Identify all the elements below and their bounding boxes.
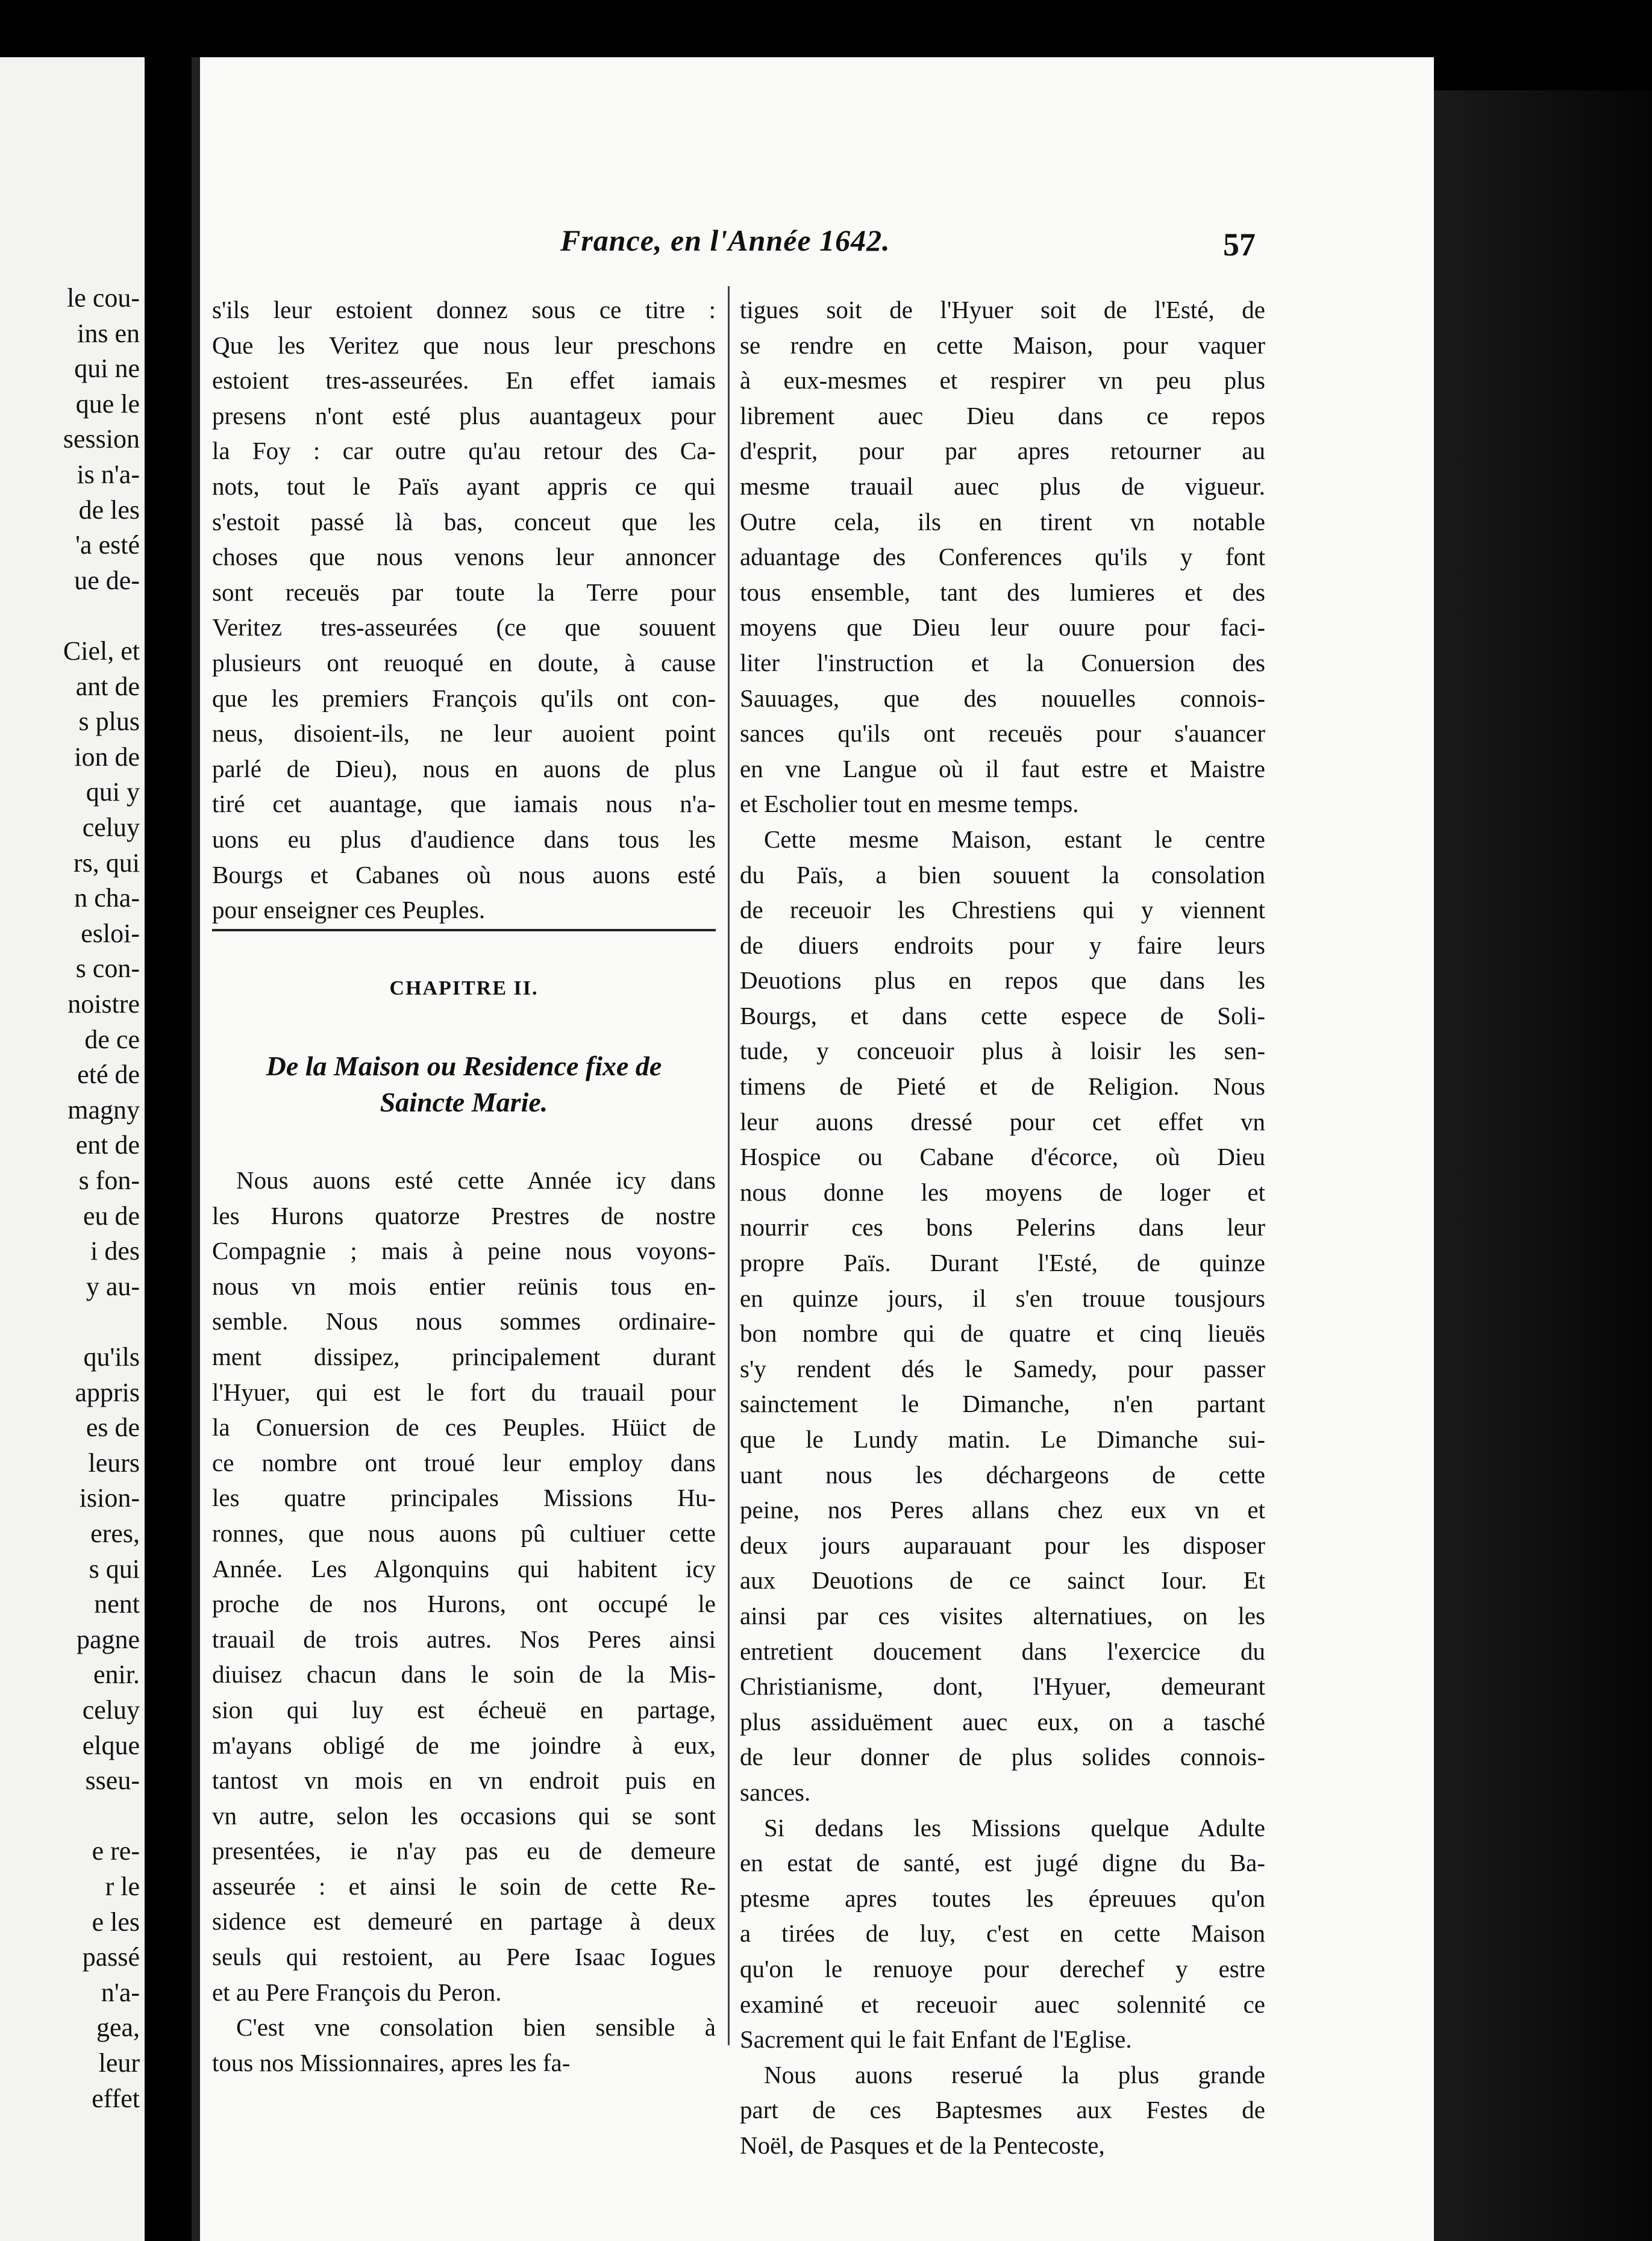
page-edge-shadow (1434, 90, 1652, 2241)
left-page-text-fragment: n cha- (74, 883, 140, 913)
text-line: ment dissipez, principalement durant (212, 1342, 716, 1371)
text-line: vn autre, selon les occasions qui se sont (212, 1801, 716, 1830)
text-line: presentées, ie n'ay pas eu de demeure (212, 1837, 716, 1865)
text-line: se rendre en cette Maison, pour vaquer (740, 331, 1265, 359)
text-line: et au Pere François du Peron. (212, 1978, 502, 2006)
text-line: proche de nos Hurons, ont occupé le (212, 1590, 716, 1618)
left-page-text-fragment: n'a- (101, 1977, 140, 2007)
text-line: Sacrement qui le fait Enfant de l'Eglise. (740, 2025, 1132, 2054)
text-line: Deuotions plus en repos que dans les (740, 966, 1265, 995)
text-line: de leur donner de plus solides connois- (740, 1743, 1265, 1771)
text-line: moyens que Dieu leur ouure pour faci- (740, 613, 1265, 642)
left-page-text-fragment: leurs (88, 1448, 140, 1478)
text-line: part de ces Baptesmes aux Festes de (740, 2096, 1265, 2124)
text-line: ptesme apres toutes les épreuues qu'on (740, 1884, 1265, 1912)
text-line: de receuoir les Chrestiens qui y viennent (740, 896, 1265, 924)
left-page-text-fragment: s plus (78, 707, 140, 737)
left-page-text-fragment: de ce (84, 1024, 140, 1054)
left-page-text-fragment: session (63, 424, 140, 454)
left-page-text-fragment: ent de (75, 1130, 140, 1160)
text-line: les Hurons quatorze Prestres de nostre (212, 1201, 716, 1230)
text-line: pour enseigner ces Peuples. (212, 896, 486, 924)
left-column-top (212, 292, 716, 928)
left-page-text-fragment: magny (67, 1095, 140, 1125)
chapter-title-line: Saincte Marie. (380, 1087, 548, 1117)
left-page-text-fragment: nent (94, 1589, 140, 1619)
text-line: Nous auons reserué la plus grande (764, 2060, 1265, 2089)
left-page-text-fragment: ue de- (74, 565, 140, 595)
left-page-text-fragment: s fon- (78, 1166, 140, 1195)
text-line: plusieurs ont reuoqué en doute, à cause (212, 648, 716, 677)
left-page-text-fragment: qui ne (74, 354, 140, 384)
text-line: qu'on le renuoye pour derechef y estre (740, 1954, 1265, 1983)
text-line: Que les Veritez que nous leur preschons (212, 331, 716, 359)
text-line: uons eu plus d'audience dans tous les (212, 825, 716, 853)
text-line: Bourgs et Cabanes où nous auons esté (212, 860, 716, 889)
column-divider (728, 286, 730, 2045)
text-line: Cette mesme Maison, estant le centre (764, 825, 1265, 853)
text-line: sidence est demeuré en partage à deux (212, 1907, 716, 1936)
text-line: presens n'ont esté plus auantageux pour (212, 401, 716, 430)
text-line: sont receuës par toute la Terre pour (212, 578, 716, 606)
text-line: Compagnie ; mais à peine nous voyons- (212, 1237, 716, 1265)
left-page-text-fragment: e re- (92, 1836, 140, 1866)
gutter-shadow (192, 57, 200, 2241)
left-page-text-fragment: qui y (86, 777, 140, 807)
text-line: tiré cet auantage, que iamais nous n'a- (212, 790, 716, 818)
left-page-text-fragment: elque (82, 1730, 140, 1760)
text-line: s'ils leur estoient donnez sous ce titre : (212, 296, 716, 323)
left-page-text-fragment: enir. (93, 1660, 140, 1690)
text-line: aux Deuotions de ce sainct Iour. Et (740, 1566, 1265, 1595)
text-line: tantost vn mois en vn endroit puis en (212, 1766, 716, 1795)
left-page-text-fragment: eres, (90, 1519, 140, 1548)
text-line: plus assiduëment auec eux, on a tasché (740, 1707, 1265, 1736)
text-line: la Conuersion de ces Peuples. Hüict de (212, 1413, 716, 1442)
chapter-heading: CHAPITRE II. (389, 977, 539, 999)
left-page-text-fragment: s con- (75, 954, 140, 984)
text-line: s'y rendent dés le Samedy, pour passer (740, 1354, 1265, 1383)
text-line: semble. Nous nous sommes ordinaire- (212, 1307, 716, 1336)
left-page-text-fragment: celuy (82, 813, 140, 842)
text-line: aduantage des Conferences qu'ils y font (740, 543, 1265, 571)
text-line: timens de Pieté et de Religion. Nous (740, 1072, 1265, 1101)
text-line: ainsi par ces visites alternatiues, on les (740, 1601, 1265, 1630)
text-line: la Foy : car outre qu'au retour des Ca- (212, 437, 716, 465)
text-line: en estat de santé, est jugé digne du Ba- (740, 1849, 1265, 1877)
text-line: Nous auons esté cette Année icy dans (236, 1166, 716, 1194)
text-line: en vne Langue où il faut estre et Maistre (740, 754, 1265, 783)
text-line: nous donne les moyens de loger et (740, 1178, 1265, 1206)
left-page-text-fragment: is n'a- (77, 460, 140, 489)
text-line: que le Lundy matin. Le Dimanche sui- (740, 1425, 1265, 1453)
text-line: que les premiers François qu'ils ont con- (212, 684, 716, 712)
text-line: tous nos Missionnaires, apres les fa- (212, 2048, 571, 2077)
text-line: mesme trauail auec plus de vigueur. (740, 472, 1265, 500)
left-page-text-fragment: i des (90, 1236, 140, 1266)
book-gutter (145, 57, 192, 2241)
left-column-bottom (212, 1163, 716, 2080)
text-line: choses que nous venons leur annoncer (212, 543, 716, 571)
left-page-text-fragment: noistre (67, 989, 140, 1019)
text-line: diuisez chacun dans le soin de la Mis- (212, 1660, 716, 1689)
text-line: Sauuages, que des nouuelles connois- (740, 684, 1265, 712)
text-line: seuls qui restoient, au Pere Isaac Iogues (212, 1943, 716, 1971)
left-page-text-fragment: qu'ils (83, 1342, 140, 1372)
text-line: Christianisme, dont, l'Hyuer, demeurant (740, 1672, 1265, 1701)
left-page-text-fragment: es de (86, 1413, 140, 1443)
text-line: nots, tout le Païs ayant appris ce qui (212, 472, 716, 500)
left-page-text-fragment: que le (75, 389, 140, 419)
left-page-text-fragment: ision- (79, 1483, 140, 1513)
left-page-text-fragment: sseu- (85, 1766, 140, 1796)
text-line: les quatre principales Missions Hu- (212, 1484, 716, 1512)
text-line: trauail de trois autres. Nos Peres ainsi (212, 1625, 716, 1653)
text-line: Noël, de Pasques et de la Pentecoste, (740, 2131, 1105, 2159)
text-line: sainctement le Dimanche, n'en partant (740, 1390, 1265, 1418)
text-line: asseurée : et ainsi le soin de cette Re- (212, 1872, 716, 1900)
left-page-text-fragment: Ciel, et (63, 636, 140, 666)
text-line: sances. (740, 1778, 811, 1806)
text-line: l'Hyuer, qui est le fort du trauail pour (212, 1378, 716, 1406)
left-page-text-fragment: le cou- (67, 283, 140, 313)
text-line: de diuers endroits pour y faire leurs (740, 931, 1265, 959)
left-page-text-fragment: celuy (82, 1695, 140, 1725)
left-page-text-fragment: pagne (76, 1624, 140, 1654)
left-page-text-fragment: ant de (75, 671, 140, 701)
text-line: propre Païs. Durant l'Esté, de quinze (740, 1249, 1265, 1277)
page-number: 57 (1223, 227, 1256, 263)
text-line: s'estoit passé là bas, conceut que les (212, 507, 716, 536)
text-line: en quinze jours, il s'en trouue tousjours (740, 1284, 1265, 1312)
text-line: Année. Les Algonquins qui habitent icy (212, 1554, 716, 1583)
text-line: et Escholier tout en mesme temps. (740, 790, 1079, 818)
running-head: France, en l'Année 1642. (560, 223, 890, 257)
text-line: tude, y conceuoir plus à loisir les sen- (740, 1037, 1265, 1065)
left-page-text-fragment: r le (105, 1872, 140, 1901)
left-page-text-fragment: passé (82, 1942, 140, 1972)
text-line: nourrir ces bons Pelerins dans leur (740, 1213, 1265, 1242)
left-page-text-fragment: appris (75, 1377, 140, 1407)
left-page-text-fragment: eu de (83, 1201, 140, 1231)
text-line: d'esprit, pour par apres retourner au (740, 437, 1265, 465)
text-line: peine, nos Peres allans chez eux vn et (740, 1496, 1265, 1524)
text-line: m'ayans obligé de me joindre à eux, (212, 1731, 716, 1759)
chapter-title (212, 1048, 716, 1120)
left-page-text-fragment: gea, (96, 2013, 140, 2043)
text-line: tigues soit de l'Hyuer soit de l'Esté, de (740, 296, 1265, 323)
text-line: entretient doucement dans l'exercice du (740, 1637, 1265, 1665)
text-line: tous ensemble, tant des lumieres et des (740, 578, 1265, 606)
text-line: examiné et receuoir auec solennité ce (740, 1990, 1265, 2018)
text-line: leur auons dressé pour cet effet vn (740, 1107, 1265, 1136)
left-page-text-fragment: de les (78, 495, 140, 525)
left-page-text-fragment: ins en (77, 318, 140, 348)
text-line: a tirées de luy, c'est en cette Maison (740, 1919, 1265, 1948)
text-line: Outre cela, ils en tirent vn notable (740, 507, 1265, 536)
text-line: bon nombre qui de quatre et cinq lieuës (740, 1319, 1265, 1348)
right-column (740, 292, 1265, 2163)
text-line: sion qui luy est écheuë en partage, (212, 1695, 716, 1724)
text-line: Si dedans les Missions quelque Adulte (764, 1813, 1265, 1842)
left-page-text-fragment: ion de (74, 742, 140, 772)
text-line: ce nombre ont troué leur employ dans (212, 1448, 716, 1477)
text-line: sances qu'ils ont receuës pour s'auancer (740, 719, 1265, 748)
text-line: Bourgs, et dans cette espece de Soli- (740, 1001, 1265, 1030)
left-page-text-fragment: y au- (86, 1271, 140, 1301)
chapter-title-line: De la Maison ou Residence fixe de (266, 1051, 662, 1081)
text-line: neus, disoient-ils, ne leur auoient point (212, 719, 716, 748)
left-page-text-fragment: esloi- (81, 918, 140, 948)
text-line: Veritez tres-asseurées (ce que souuent (212, 613, 716, 642)
left-page-fragment (0, 57, 145, 2241)
text-line: parlé de Dieu), nous en auons de plus (212, 754, 716, 783)
text-line: nous vn mois entier reünis tous en- (212, 1272, 716, 1300)
left-page-text-fragment: eté de (77, 1060, 140, 1090)
text-line: ronnes, que nous auons pû cultiuer cette (212, 1519, 716, 1547)
text-line: à eux-mesmes et respirer vn peu plus (740, 366, 1265, 395)
text-line: deux jours auparauant pour les disposer (740, 1531, 1265, 1559)
left-page-text-fragment: 'a esté (75, 530, 140, 560)
text-line: C'est vne consolation bien sensible à (236, 2013, 716, 2042)
text-line: du Païs, a bien souuent la consolation (740, 860, 1265, 889)
text-line: uant nous les déchargeons de cette (740, 1460, 1265, 1489)
left-page-text-fragment: rs, qui (74, 848, 140, 878)
text-line: librement auec Dieu dans ce repos (740, 401, 1265, 430)
left-page-text-fragment: s qui (89, 1554, 140, 1584)
left-page-text-fragment: leur (98, 2048, 140, 2078)
text-line: Hospice ou Cabane d'écorce, où Dieu (740, 1143, 1265, 1171)
text-line: estoient tres-asseurées. En effet iamais (212, 366, 716, 395)
text-line: liter l'instruction et la Conuersion des (740, 648, 1265, 677)
left-page-text-fragment: e les (92, 1907, 140, 1937)
section-rule (212, 929, 716, 931)
left-page-text-fragment: effet (92, 2083, 140, 2113)
